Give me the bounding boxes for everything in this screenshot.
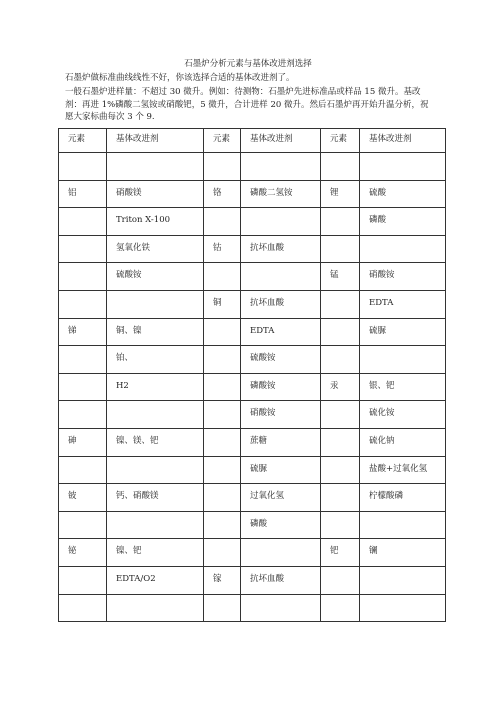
table-cell-modifier: 柠檬酸磷 — [360, 484, 446, 512]
table-cell-modifier: 磷酸 — [241, 511, 321, 539]
header-cell-element: 元素 — [321, 129, 360, 153]
table-cell-modifier — [107, 153, 204, 181]
table-cell-modifier — [360, 511, 446, 539]
table-cell-modifier: 镍、镁、钯 — [107, 428, 204, 456]
table-cell-element — [321, 153, 360, 181]
table-cell-modifier: 过氧化氢 — [241, 484, 321, 512]
table-cell-element — [321, 511, 360, 539]
table-row — [59, 401, 446, 429]
table-cell-element: 镓 — [204, 566, 241, 594]
table-cell-element: 钯 — [321, 539, 360, 567]
table-cell-element — [204, 153, 241, 181]
table-cell-modifier: 硝酸镁 — [107, 180, 204, 208]
table-cell-element — [59, 235, 107, 263]
table-cell-modifier: 银、钯 — [360, 373, 446, 401]
header-cell-element: 元素 — [59, 129, 107, 153]
table-cell-element — [321, 235, 360, 263]
table-cell-modifier — [107, 594, 204, 622]
table-cell-element — [59, 401, 107, 429]
document-title: 石墨炉分析元素与基体改进剂选择 — [184, 59, 312, 69]
table-cell-element: 铋 — [59, 539, 107, 567]
table-cell-element — [204, 318, 241, 346]
table-cell-modifier — [107, 290, 204, 318]
table-cell-element — [204, 373, 241, 401]
table-cell-element — [204, 484, 241, 512]
table-cell-element — [321, 456, 360, 484]
table-cell-element — [321, 290, 360, 318]
table-cell-modifier: EDTA/O2 — [107, 566, 204, 594]
table-cell-modifier: 磷酸二氢铵 — [241, 180, 321, 208]
table-cell-element: 铜 — [204, 290, 241, 318]
table-cell-element — [204, 539, 241, 567]
table-row — [59, 456, 446, 484]
table-row — [59, 180, 446, 208]
table-cell-element — [321, 566, 360, 594]
table-cell-element — [204, 456, 241, 484]
table-row — [59, 235, 446, 263]
table-cell-modifier — [360, 566, 446, 594]
table-cell-element — [59, 346, 107, 374]
header-cell-modifier: 基体改进剂 — [360, 129, 446, 153]
table-cell-modifier — [360, 235, 446, 263]
table-cell-element: 锰 — [321, 263, 360, 291]
table-cell-modifier: EDTA — [360, 290, 446, 318]
table-cell-modifier: 硫酸 — [360, 180, 446, 208]
table-cell-modifier — [107, 401, 204, 429]
table-cell-modifier: 磷酸 — [360, 208, 446, 236]
table-cell-modifier — [360, 346, 446, 374]
intro-paragraph: 石墨炉做标准曲线线性不好，你该选择合适的基体改进剂了。 — [65, 73, 295, 83]
table-cell-element — [59, 594, 107, 622]
table-cell-modifier: 镧 — [360, 539, 446, 567]
table-row — [59, 484, 446, 512]
table-cell-modifier: 硝酸铵 — [360, 263, 446, 291]
table-cell-element — [204, 208, 241, 236]
header-cell-modifier: 基体改进剂 — [107, 129, 204, 153]
table-cell-element — [59, 373, 107, 401]
table-row — [59, 263, 446, 291]
table-cell-modifier: Triton X-100 — [107, 208, 204, 236]
table-cell-element — [321, 318, 360, 346]
table-row — [59, 566, 446, 594]
table-cell-modifier — [241, 153, 321, 181]
table-cell-element — [204, 263, 241, 291]
table-row — [59, 539, 446, 567]
table-cell-modifier: 铂、 — [107, 346, 204, 374]
table-cell-modifier: 硫脲 — [360, 318, 446, 346]
table-cell-modifier: 蔗糖 — [241, 428, 321, 456]
table-cell-element: 砷 — [59, 428, 107, 456]
table-cell-modifier: 硫酸铵 — [107, 263, 204, 291]
table-cell-element — [321, 208, 360, 236]
table-cell-element: 铝 — [59, 180, 107, 208]
table-header-row — [59, 129, 446, 153]
table-cell-modifier: 钙、硝酸镁 — [107, 484, 204, 512]
table-cell-modifier: 抗坏血酸 — [241, 566, 321, 594]
table-cell-element: 锑 — [59, 318, 107, 346]
table-cell-modifier — [241, 263, 321, 291]
table-cell-element — [59, 263, 107, 291]
table-cell-modifier — [360, 594, 446, 622]
table-cell-modifier: EDTA — [241, 318, 321, 346]
table-cell-element — [321, 346, 360, 374]
table-row — [59, 290, 446, 318]
table-cell-element — [59, 208, 107, 236]
table-cell-modifier: 硫酸铵 — [241, 346, 321, 374]
table-cell-modifier — [241, 594, 321, 622]
table-cell-element — [204, 401, 241, 429]
table-cell-element — [59, 511, 107, 539]
table-cell-modifier: 硫化铵 — [360, 401, 446, 429]
table-row — [59, 153, 446, 181]
table-cell-element — [321, 401, 360, 429]
table-row — [59, 428, 446, 456]
table-cell-modifier — [241, 208, 321, 236]
table-cell-modifier: 硫化钠 — [360, 428, 446, 456]
table-cell-element: 铬 — [204, 180, 241, 208]
table-cell-element — [204, 346, 241, 374]
table-row — [59, 373, 446, 401]
table-row — [59, 511, 446, 539]
table-cell-element — [321, 594, 360, 622]
table-cell-modifier: 抗坏血酸 — [241, 235, 321, 263]
table-cell-element — [59, 456, 107, 484]
table-cell-element — [321, 484, 360, 512]
table-cell-element: 钴 — [204, 235, 241, 263]
table-cell-modifier: 氢氧化铁 — [107, 235, 204, 263]
table-cell-modifier: H2 — [107, 373, 204, 401]
table-cell-element — [59, 153, 107, 181]
table-cell-element: 汞 — [321, 373, 360, 401]
table-cell-modifier: 磷酸铵 — [241, 373, 321, 401]
table-cell-modifier — [360, 153, 446, 181]
table-cell-element — [59, 566, 107, 594]
table-cell-element — [59, 290, 107, 318]
table-cell-element: 锂 — [321, 180, 360, 208]
table-cell-modifier: 盐酸+过氧化氢 — [360, 456, 446, 484]
header-cell-element: 元素 — [204, 129, 241, 153]
table-cell-modifier: 镍、钯 — [107, 539, 204, 567]
table-row — [59, 594, 446, 622]
table-cell-element — [204, 428, 241, 456]
table-cell-element — [321, 428, 360, 456]
table-cell-modifier: 硫脲 — [241, 456, 321, 484]
table-cell-modifier — [107, 456, 204, 484]
header-cell-modifier: 基体改进剂 — [241, 129, 321, 153]
table-cell-modifier — [241, 539, 321, 567]
table-cell-element — [204, 511, 241, 539]
method-paragraph: 一般石墨炉进样量：不超过 30 微升。例如：待测物：石墨炉先进标准品或样品 15 微升。基改剂：再进 1%磷酸二氢铵或硝酸钯，5 微升，合计进样 20 微升。然后石墨炉再开始升温分析，祝愿大家标曲每次 3 个 9. — [65, 87, 429, 122]
table-cell-modifier: 硝酸铵 — [241, 401, 321, 429]
element-modifier-table — [58, 128, 446, 622]
table-cell-element: 铍 — [59, 484, 107, 512]
table-row — [59, 346, 446, 374]
table-cell-modifier: 铜、镍 — [107, 318, 204, 346]
table-row — [59, 318, 446, 346]
table-cell-modifier — [107, 511, 204, 539]
table-row — [59, 208, 446, 236]
table-cell-element — [204, 594, 241, 622]
table-cell-modifier: 抗坏血酸 — [241, 290, 321, 318]
